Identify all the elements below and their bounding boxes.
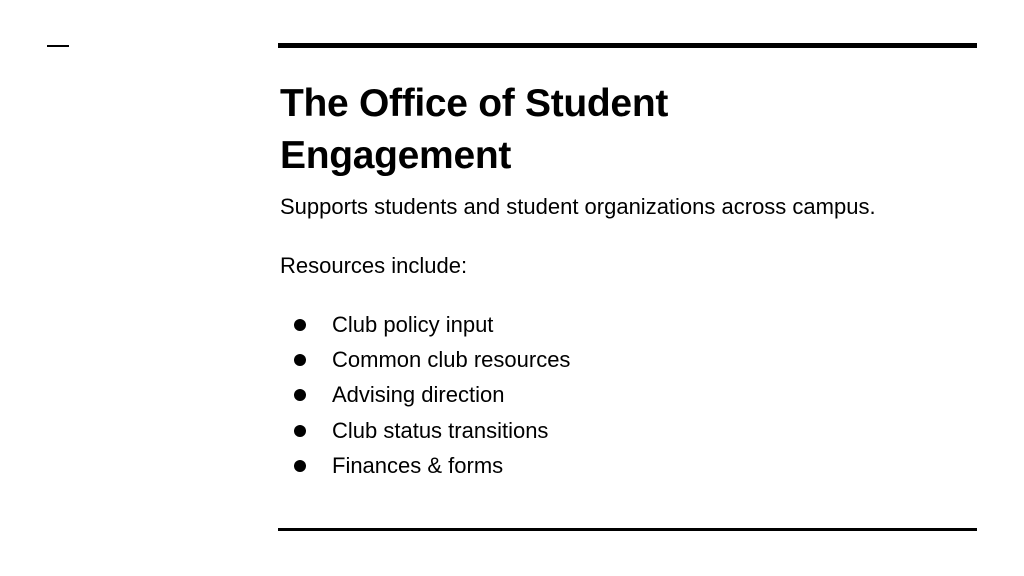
resources-list [280, 307, 570, 483]
top-divider-rule [278, 43, 977, 48]
slide-subtitle: Supports students and student organizations across campus. [280, 194, 876, 219]
list-item [280, 413, 570, 448]
bullet-icon [294, 460, 306, 472]
slide-title: The Office of Student Engagement [280, 82, 669, 177]
bottom-divider-rule [278, 528, 977, 531]
list-item-label: Advising direction [332, 382, 505, 408]
list-item-label: Club policy input [332, 311, 494, 337]
list-item [280, 448, 570, 483]
list-item [280, 307, 570, 342]
list-item-label: Club status transitions [332, 417, 549, 443]
bullet-icon [294, 319, 306, 331]
corner-dash-decoration [47, 45, 69, 47]
bullet-icon [294, 389, 306, 401]
resources-heading: Resources include: [280, 253, 468, 278]
list-item-label: Finances & forms [332, 452, 504, 478]
bullet-icon [294, 354, 306, 366]
bullet-icon [294, 425, 306, 437]
list-item [280, 378, 570, 413]
list-item [280, 342, 570, 377]
list-item-label: Common club resources [332, 346, 571, 372]
